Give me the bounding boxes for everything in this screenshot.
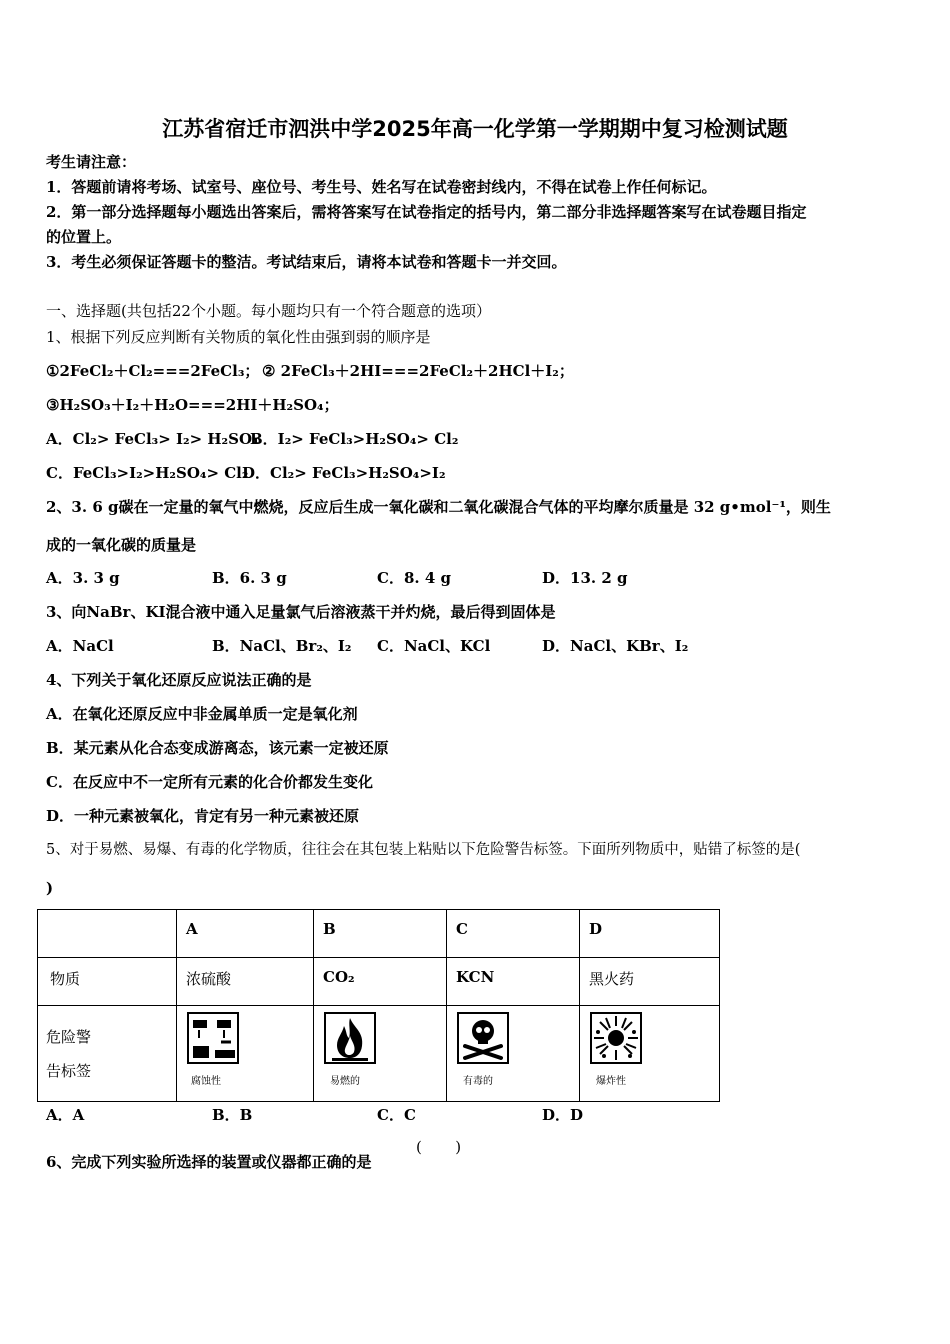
q6-answer-paren: ( ) <box>416 1138 462 1156</box>
q2-option-c: C．8. 4 g <box>377 569 451 587</box>
explosive-hazard-icon <box>590 1012 644 1088</box>
notice-heading: 考生请注意： <box>46 153 137 171</box>
q1-stem: 1、根据下列反应判断有关物质的氧化性由强到弱的顺序是 <box>46 328 431 346</box>
notice-item-2-cont: 的位置上。 <box>46 228 122 246</box>
q1-reaction-3: ③H₂SO₃＋I₂＋H₂O===2HI＋H₂SO₄； <box>46 396 339 414</box>
q3-option-c: C．NaCl、KCl <box>377 637 491 655</box>
label-text-explosive: 爆炸性 <box>596 1076 626 1087</box>
hazard-label-table <box>37 909 720 1102</box>
q5-option-a: A．A <box>46 1106 85 1124</box>
q5-stem: 5、对于易燃、易爆、有毒的化学物质，往往会在其包装上粘贴以下危险警告标签。下面所列物质中，贴错了标签的是( <box>46 842 801 858</box>
q3-stem: 3、向NaBr、KI混合液中通入足量氯气后溶液蒸干并灼烧，最后得到固体是 <box>46 603 556 621</box>
table-header-a: A <box>186 920 198 938</box>
notice-item-3: 3．考生必须保证答题卡的整洁。考试结束后，请将本试卷和答题卡一并交回。 <box>46 253 567 271</box>
label-text-toxic: 有毒的 <box>463 1076 493 1087</box>
table-header-c: C <box>456 920 468 938</box>
q1-option-d: D．Cl₂> FeCl₃>H₂SO₄>I₂ <box>242 464 446 482</box>
substance-c: KCN <box>456 968 495 986</box>
q5-stem-cont: ) <box>46 879 54 897</box>
flammable-hazard-icon <box>324 1012 378 1088</box>
table-header-b: B <box>323 920 336 938</box>
q1-reaction-2: ② 2FeCl₃＋2HI===2FeCl₂＋2HCl＋I₂； <box>262 362 574 380</box>
q3-option-d: D．NaCl、KBr、I₂ <box>542 637 689 655</box>
row-label-hazard-1: 危险警 <box>46 1028 92 1046</box>
q2-option-a: A．3. 3 g <box>46 569 120 587</box>
q5-option-b: B．B <box>212 1106 253 1124</box>
notice-item-1: 1．答题前请将考场、试室号、座位号、考生号、姓名写在试卷密封线内，不得在试卷上作任何标记。 <box>46 178 717 196</box>
toxic-hazard-icon <box>457 1012 511 1088</box>
q4-option-c: C．在反应中不一定所有元素的化合价都发生变化 <box>46 773 373 791</box>
row-label-substance: 物质 <box>50 970 81 988</box>
q2-option-d: D．13. 2 g <box>542 569 628 587</box>
q2-stem: 2、3. 6 g碳在一定量的氧气中燃烧，反应后生成一氧化碳和二氧化碳混合气体的平均摩尔质量是 32 g•mol⁻¹，则生 <box>46 498 831 516</box>
row-label-hazard-2: 告标签 <box>46 1062 92 1080</box>
page-title: 江苏省宿迁市泗洪中学2025年高一化学第一学期期中复习检测试题 <box>162 117 788 141</box>
q4-option-a: A．在氧化还原反应中非金属单质一定是氧化剂 <box>46 705 358 723</box>
label-text-corrosive: 腐蚀性 <box>191 1076 221 1087</box>
q6-stem: 6、完成下列实验所选择的装置或仪器都正确的是 <box>46 1153 372 1171</box>
corrosive-hazard-icon <box>187 1012 241 1088</box>
label-text-flammable: 易燃的 <box>330 1076 360 1087</box>
q3-option-b: B．NaCl、Br₂、I₂ <box>212 637 352 655</box>
q4-option-b: B．某元素从化合态变成游离态，该元素一定被还原 <box>46 739 389 757</box>
q2-option-b: B．6. 3 g <box>212 569 287 587</box>
q5-option-c: C．C <box>377 1106 416 1124</box>
table-corner-cell <box>38 910 177 958</box>
q4-stem: 4、下列关于氧化还原反应说法正确的是 <box>46 671 312 689</box>
q3-option-a: A．NaCl <box>46 637 114 655</box>
q2-stem-cont: 成的一氧化碳的质量是 <box>46 536 197 554</box>
q4-option-d: D．一种元素被氧化，肯定有另一种元素被还原 <box>46 807 360 825</box>
section-heading: 一、选择题(共包括22个小题。每小题均只有一个符合题意的选项） <box>46 302 491 320</box>
substance-d: 黑火药 <box>589 970 635 988</box>
q1-option-b: B．I₂> FeCl₃>H₂SO₄> Cl₂ <box>250 430 459 448</box>
q5-option-d: D．D <box>542 1106 584 1124</box>
substance-b: CO₂ <box>323 968 355 986</box>
q1-option-c: C．FeCl₃>I₂>H₂SO₄> Cl₂ <box>46 464 249 482</box>
table-header-d: D <box>589 920 603 938</box>
substance-a: 浓硫酸 <box>186 970 232 988</box>
q1-option-a: A．Cl₂> FeCl₃> I₂> H₂SO₄ <box>46 430 259 448</box>
notice-item-2: 2．第一部分选择题每小题选出答案后，需将答案写在试卷指定的括号内，第二部分非选择题答案写在试卷题目指定 <box>46 203 807 221</box>
q1-reaction-1: ①2FeCl₂＋Cl₂===2FeCl₃； <box>46 362 260 380</box>
